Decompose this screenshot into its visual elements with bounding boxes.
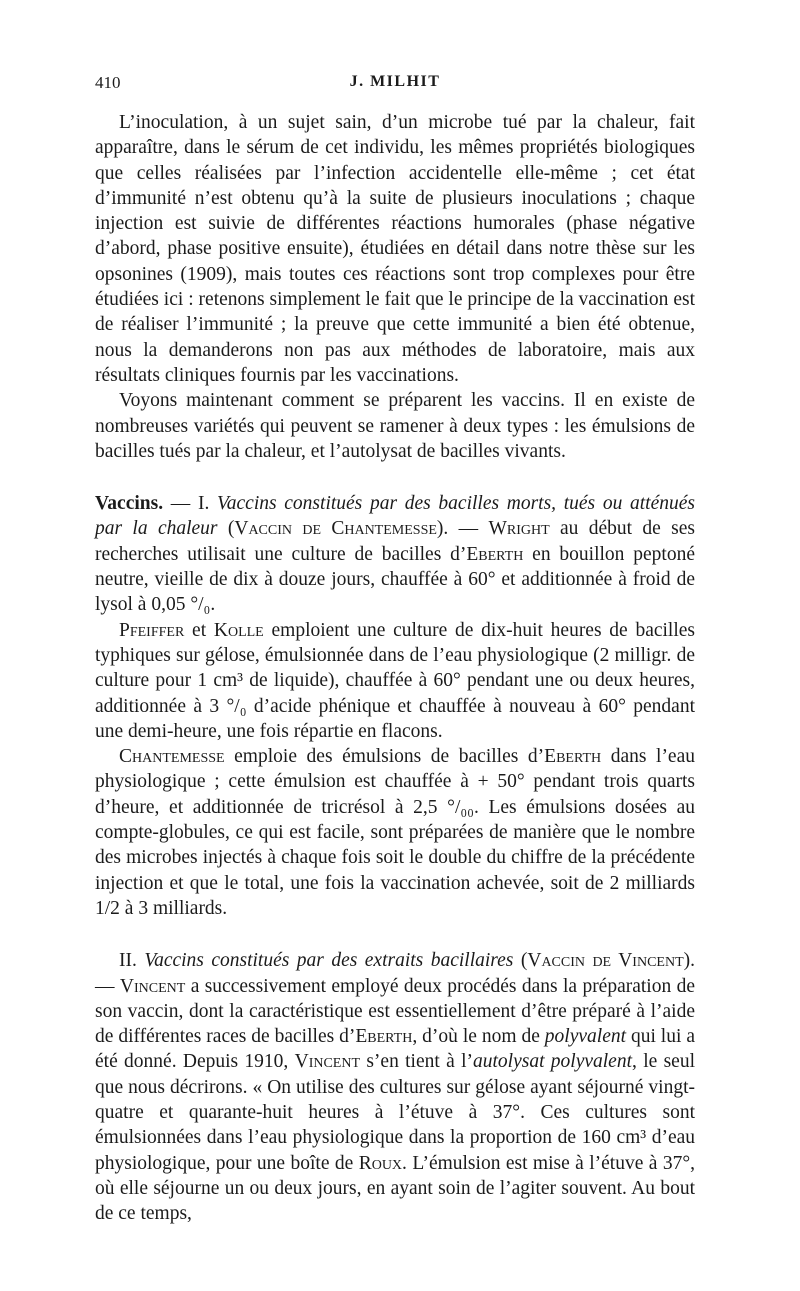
author-chantemesse: Chantemesse (119, 746, 225, 768)
author-roux: Roux (358, 1152, 403, 1174)
term-polyvalent: polyvalent (544, 1026, 627, 1048)
section-numeral-2: II. (119, 950, 145, 972)
paragraph-chantemesse-method: Chantemesse emploie des émulsions de bacilles d’Eberth dans l’eau physiologique ; cette émulsion est chauffée à + 50° pendant trois quarts d’heure, et additionnée de tricrésol à 2,5 °/₀₀. Les émulsions dosées au compte-globules, ce qui est facile, sont préparées de manière que le nombre des microbes injectés à chaque fois soit le double du chiffre de la précédente injection et que le total, une fois la vaccination achevée, soit de 2 milliards 1/2 à 3 milliards. (95, 746, 695, 919)
paragraph-chantemesse-vaccine: Vaccins. — I. Vaccins constitués par des bacilles morts, tués ou atténués par la chaleur (Vaccin de Chantemesse). — Wright au début de ses recherches utilisait une culture de bacilles d’Eberth en bouillon peptoné neutre, vieille de dix à douze jours, chauffée à 60° et additionnée à froid de lysol à 0,05 °/₀. (95, 493, 696, 616)
author-kolle: Kolle (213, 619, 264, 641)
paragraph-vaccine-types: Voyons maintenant comment se préparent les vaccins. Il en existe de nombreuses variétés qui peuvent se ramener à deux types : les émulsions de bacilles tués par la chaleur, et l’autolysat de bacilles vivants. (95, 390, 695, 462)
paragraph-pfeiffer-kolle: Pfeiffer et Kolle emploient une culture de dix-huit heures de bacilles typhiques sur gélose, émulsionnée dans de l’eau physiologique (2 milligr. de culture pour 1 cm³ de liquide), chauffée à 60° pendant une ou deux heures, additionnée à 3 °/₀ d’acide phénique et chauffée à nouveau à 60° pendant une demi-heure, une fois répartie en flacons. (95, 619, 696, 742)
author-eberth: Eberth (355, 1026, 413, 1048)
author-pfeiffer: Pfeiffer (119, 619, 185, 641)
author-vincent: Vincent (294, 1051, 361, 1073)
term-autolysat-polyvalent: autolysat polyvalent (472, 1051, 633, 1073)
paragraph-inoculation: L’inoculation, à un sujet sain, d’un microbe tué par la chaleur, fait apparaître, dans le sérum de cet individu, les mêmes propriétés biologiques que celles réalisées par l’infection accidentelle elle-même ; cet état d’immunité n’est obtenu qu’à la suite de plusieurs inoculations ; chaque injection est suivie de différentes réactions humorales (phase négative d’abord, phase positive ensuite), étudiées en détail dans notre thèse sur les opsonines (1909), mais toutes ces réactions sont trop complexes pour être étudiées ici : retenons simplement le fait que le principe de la vaccination est de réaliser l’immunité ; la preuve que cette immunité a bien été obtenue, nous la demanderons non pas aux méthodes de laboratoire, mais aux résultats cliniques fournis par les vaccinations. (95, 112, 695, 386)
paragraph-vincent-vaccine: II. Vaccins constitués par des extraits bacillaires (Vaccin de Vincent). — Vincent a successivement employé deux procédés dans la préparation de son vaccin, dont la caractéristique est essentiellement d’être préparé à l’aide de différentes races de bacilles d’Eberth, d’où le nom de polyvalent qui lui a été donné. Depuis 1910, Vincent s’en tient à l’autolysat polyvalent, le seul que nous décrirons. « On utilise des cultures sur gélose ayant séjourné vingt-quatre et quarante-huit heures à l’étuve à 37°. Ces cultures sont émulsionnées dans l’eau physiologique dans la proportion de 160 cm³ d’eau physiologique, pour une boîte de Roux. L’émulsion est mise à l’étuve à 37°, où elle séjourne un ou deux jours, en ayant soin de l’agiter souvent. Au bout de ce temps, (95, 950, 696, 1225)
page-number: 410 (95, 73, 121, 92)
author-eberth: Eberth (466, 543, 524, 565)
body-text (95, 110, 695, 1226)
subsection-title-dead-bacilli: Vaccins constitués par des bacilles morts, tués ou atténués par la chaleur (95, 493, 695, 540)
section-numeral-1: — I. (163, 493, 218, 515)
subsection-title-bacillary-extracts: Vaccins constitués par des extraits bacillaires (144, 950, 514, 972)
author-eberth: Eberth (544, 746, 602, 768)
running-head-author: J. MILHIT (349, 73, 441, 90)
section-heading-vaccins: Vaccins. (95, 493, 164, 515)
author-vincent: Vincent (119, 975, 186, 997)
vaccine-label-vincent: Vaccin de Vincent (527, 950, 684, 972)
vaccine-label-chantemesse: Vaccin de Chantemesse (234, 518, 437, 540)
author-wright: Wright (488, 518, 550, 540)
page-header (95, 73, 695, 99)
